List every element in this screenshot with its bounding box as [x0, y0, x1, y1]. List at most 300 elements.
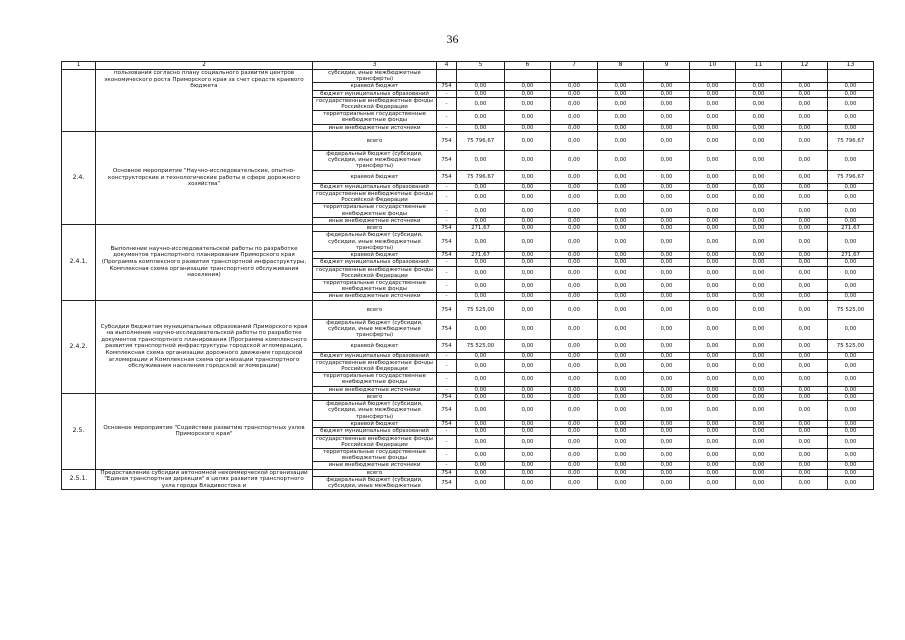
amount-cell: 0,00 [551, 386, 598, 393]
amount-cell: 0,00 [736, 90, 782, 97]
amount-cell: 0,00 [690, 469, 736, 476]
page-number: 36 [446, 32, 459, 46]
amount-cell: 0,00 [736, 359, 782, 372]
amount-cell: 0,00 [505, 131, 551, 150]
amount-cell: 271,67 [457, 225, 505, 232]
amount-cell: 0,00 [457, 83, 505, 90]
funding-source: краевой бюджет [313, 339, 437, 352]
amount-cell: 0,00 [505, 476, 551, 490]
amount-cell: 0,00 [551, 259, 598, 266]
amount-cell: 0,00 [644, 393, 690, 400]
amount-cell: 0,00 [828, 266, 874, 279]
amount-cell: 0,00 [690, 150, 736, 170]
amount-cell: 0,00 [457, 280, 505, 293]
amount-cell: 0,00 [736, 266, 782, 279]
grbs-code: - [437, 217, 457, 224]
amount-cell: 0,00 [457, 259, 505, 266]
amount-cell: 0,00 [644, 131, 690, 150]
amount-cell: 0,00 [690, 280, 736, 293]
amount-cell: 0,00 [782, 232, 828, 252]
amount-cell: 0,00 [782, 111, 828, 124]
amount-cell: 0,00 [828, 150, 874, 170]
funding-source: бюджет муниципальных образований [313, 352, 437, 359]
amount-cell: 0,00 [598, 386, 644, 393]
amount-cell: 0,00 [644, 183, 690, 190]
funding-source: иные внебюджетные источники [313, 217, 437, 224]
amount-cell: 0,00 [457, 428, 505, 435]
funding-source: субсидии, иные межбюджетные трансферты) [313, 70, 437, 83]
amount-cell: 0,00 [828, 469, 874, 476]
amount-cell: 0,00 [644, 191, 690, 204]
amount-cell: 0,00 [457, 421, 505, 428]
table-row [62, 393, 874, 400]
amount-cell: 0,00 [598, 359, 644, 372]
amount-cell: 0,00 [505, 339, 551, 352]
amount-cell: 0,00 [690, 183, 736, 190]
amount-cell: 0,00 [690, 266, 736, 279]
amount-cell: 0,00 [598, 339, 644, 352]
amount-cell: 0,00 [828, 352, 874, 359]
amount-cell: 0,00 [736, 476, 782, 490]
header-row [62, 62, 874, 70]
funding-source: государственные внебюджетные фонды Российской Федерации [313, 266, 437, 279]
amount-cell: 0,00 [690, 124, 736, 131]
funding-source: иные внебюджетные источники [313, 386, 437, 393]
amount-cell: 0,00 [551, 476, 598, 490]
amount-cell: 0,00 [736, 352, 782, 359]
table-row [62, 225, 874, 232]
item-number: 2.4.1. [62, 225, 96, 301]
amount-cell: 0,00 [690, 421, 736, 428]
amount-cell: 0,00 [782, 124, 828, 131]
header-cell: 1 [62, 62, 96, 70]
amount-cell: 0,00 [551, 319, 598, 339]
amount-cell: 0,00 [736, 252, 782, 259]
amount-cell: 0,00 [782, 90, 828, 97]
amount-cell: 0,00 [782, 421, 828, 428]
funding-source: бюджет муниципальных образований [313, 259, 437, 266]
amount-cell: 0,00 [551, 183, 598, 190]
amount-cell: 0,00 [782, 448, 828, 461]
amount-cell: 0,00 [782, 150, 828, 170]
amount-cell: 0,00 [736, 183, 782, 190]
grbs-code: - [437, 97, 457, 110]
amount-cell: 0,00 [457, 183, 505, 190]
amount-cell [736, 70, 782, 83]
funding-source: федеральный бюджет (субсидии, субсидии, иные межбюджетные трансферты) [313, 401, 437, 421]
amount-cell: 0,00 [644, 293, 690, 300]
amount-cell: 0,00 [457, 111, 505, 124]
amount-cell: 0,00 [782, 352, 828, 359]
amount-cell: 0,00 [644, 225, 690, 232]
funding-source: всего [313, 300, 437, 319]
amount-cell: 0,00 [598, 476, 644, 490]
grbs-code [437, 70, 457, 83]
amount-cell: 0,00 [736, 131, 782, 150]
amount-cell: 0,00 [690, 131, 736, 150]
amount-cell: 0,00 [644, 204, 690, 217]
amount-cell: 0,00 [644, 469, 690, 476]
grbs-code: 754 [437, 401, 457, 421]
grbs-code: - [437, 280, 457, 293]
amount-cell: 0,00 [782, 300, 828, 319]
amount-cell: 0,00 [644, 259, 690, 266]
funding-source: территориальные государственные внебюджетные фонды [313, 373, 437, 386]
amount-cell: 0,00 [598, 373, 644, 386]
amount-cell: 0,00 [828, 124, 874, 131]
amount-cell: 0,00 [457, 97, 505, 110]
amount-cell: 0,00 [828, 435, 874, 448]
amount-cell: 0,00 [551, 191, 598, 204]
amount-cell: 0,00 [782, 386, 828, 393]
grbs-code: - [437, 359, 457, 372]
amount-cell: 0,00 [782, 97, 828, 110]
amount-cell: 0,00 [457, 386, 505, 393]
grbs-code: 754 [437, 83, 457, 90]
amount-cell: 0,00 [736, 191, 782, 204]
amount-cell: 0,00 [782, 83, 828, 90]
funding-source: всего [313, 131, 437, 150]
amount-cell: 271,67 [828, 252, 874, 259]
item-description: Основное мероприятие "Научно-исследовательские, опытно-конструкторские и технологические работы в сфере дорожного хозяйства" [96, 131, 313, 224]
amount-cell: 0,00 [644, 83, 690, 90]
funding-source: всего [313, 469, 437, 476]
item-description: Основное мероприятие "Содействие развитию транспортных узлов Приморского края" [96, 393, 313, 469]
amount-cell: 0,00 [782, 393, 828, 400]
header-cell: 10 [690, 62, 736, 70]
amount-cell: 0,00 [828, 476, 874, 490]
grbs-code: 754 [437, 393, 457, 400]
amount-cell: 0,00 [598, 435, 644, 448]
amount-cell: 0,00 [828, 83, 874, 90]
amount-cell: 0,00 [690, 339, 736, 352]
amount-cell: 0,00 [736, 204, 782, 217]
amount-cell: 0,00 [505, 359, 551, 372]
funding-source: всего [313, 225, 437, 232]
item-number [62, 70, 96, 132]
amount-cell: 0,00 [828, 421, 874, 428]
amount-cell: 0,00 [598, 300, 644, 319]
item-number: 2.5. [62, 393, 96, 469]
funding-source: бюджет муниципальных образований [313, 428, 437, 435]
amount-cell: 0,00 [828, 259, 874, 266]
header-cell: 9 [644, 62, 690, 70]
amount-cell: 0,00 [644, 352, 690, 359]
amount-cell: 0,00 [644, 401, 690, 421]
amount-cell: 0,00 [551, 462, 598, 469]
amount-cell: 0,00 [551, 359, 598, 372]
amount-cell: 0,00 [828, 183, 874, 190]
amount-cell: 75 525,00 [828, 300, 874, 319]
item-number: 2.4. [62, 131, 96, 224]
amount-cell: 0,00 [505, 124, 551, 131]
amount-cell: 0,00 [736, 293, 782, 300]
amount-cell: 0,00 [782, 435, 828, 448]
funding-source: территориальные государственные внебюджетные фонды [313, 448, 437, 461]
funding-source: федеральный бюджет (субсидии, субсидии, иные межбюджетные трансферты) [313, 232, 437, 252]
amount-cell: 0,00 [505, 462, 551, 469]
item-description: пользования согласно плану социального развития центров экономического роста Приморского края за счет средств краевого бюджета [96, 70, 313, 132]
amount-cell: 0,00 [782, 469, 828, 476]
amount-cell: 271,67 [457, 252, 505, 259]
amount-cell: 0,00 [782, 204, 828, 217]
grbs-code: 754 [437, 319, 457, 339]
amount-cell: 0,00 [505, 319, 551, 339]
amount-cell: 0,00 [828, 393, 874, 400]
amount-cell: 0,00 [505, 393, 551, 400]
amount-cell: 0,00 [598, 225, 644, 232]
amount-cell: 0,00 [598, 170, 644, 183]
amount-cell: 0,00 [598, 191, 644, 204]
amount-cell: 0,00 [644, 476, 690, 490]
amount-cell [598, 70, 644, 83]
grbs-code: 754 [437, 300, 457, 319]
amount-cell: 0,00 [457, 448, 505, 461]
table-row [62, 300, 874, 319]
grbs-code: - [437, 448, 457, 461]
amount-cell: 0,00 [457, 352, 505, 359]
grbs-code: 754 [437, 339, 457, 352]
funding-source: государственные внебюджетные фонды Российской Федерации [313, 97, 437, 110]
amount-cell: 0,00 [736, 170, 782, 183]
amount-cell: 0,00 [644, 386, 690, 393]
amount-cell [782, 70, 828, 83]
amount-cell: 0,00 [505, 300, 551, 319]
funding-source: краевой бюджет [313, 170, 437, 183]
amount-cell: 0,00 [690, 225, 736, 232]
amount-cell: 0,00 [736, 462, 782, 469]
amount-cell: 0,00 [690, 204, 736, 217]
amount-cell: 0,00 [598, 90, 644, 97]
amount-cell: 0,00 [690, 300, 736, 319]
grbs-code: 754 [437, 131, 457, 150]
amount-cell: 0,00 [644, 232, 690, 252]
amount-cell: 0,00 [551, 373, 598, 386]
amount-cell: 0,00 [690, 401, 736, 421]
grbs-code: - [437, 352, 457, 359]
amount-cell: 0,00 [736, 386, 782, 393]
amount-cell: 0,00 [736, 97, 782, 110]
amount-cell: 0,00 [828, 428, 874, 435]
amount-cell: 0,00 [457, 462, 505, 469]
budget-table [61, 61, 874, 490]
amount-cell: 0,00 [828, 386, 874, 393]
amount-cell: 0,00 [690, 232, 736, 252]
grbs-code: - [437, 124, 457, 131]
amount-cell: 0,00 [736, 225, 782, 232]
amount-cell: 0,00 [505, 183, 551, 190]
grbs-code: - [437, 90, 457, 97]
amount-cell: 0,00 [505, 428, 551, 435]
amount-cell: 0,00 [736, 300, 782, 319]
amount-cell: 75 796,67 [828, 131, 874, 150]
funding-source: иные внебюджетные источники [313, 293, 437, 300]
funding-source: федеральный бюджет (субсидии, субсидии, иные межбюджетные трансферты) [313, 150, 437, 170]
amount-cell: 0,00 [690, 386, 736, 393]
amount-cell: 0,00 [644, 217, 690, 224]
amount-cell: 0,00 [505, 280, 551, 293]
amount-cell: 0,00 [457, 266, 505, 279]
amount-cell: 0,00 [457, 124, 505, 131]
header-cell: 11 [736, 62, 782, 70]
amount-cell: 0,00 [736, 150, 782, 170]
amount-cell: 0,00 [736, 339, 782, 352]
funding-source: бюджет муниципальных образований [313, 183, 437, 190]
header-cell: 3 [313, 62, 437, 70]
amount-cell: 0,00 [736, 280, 782, 293]
amount-cell: 0,00 [598, 469, 644, 476]
grbs-code: 754 [437, 476, 457, 490]
grbs-code: 754 [437, 225, 457, 232]
grbs-code: - [437, 293, 457, 300]
amount-cell: 0,00 [551, 252, 598, 259]
amount-cell: 0,00 [551, 111, 598, 124]
amount-cell: 0,00 [598, 280, 644, 293]
funding-source: федеральный бюджет (субсидии, субсидии, иные межбюджетные трансферты) [313, 319, 437, 339]
amount-cell: 0,00 [690, 293, 736, 300]
amount-cell: 0,00 [736, 401, 782, 421]
amount-cell: 0,00 [828, 90, 874, 97]
amount-cell: 0,00 [598, 448, 644, 461]
amount-cell: 0,00 [736, 448, 782, 461]
amount-cell: 0,00 [644, 428, 690, 435]
amount-cell: 0,00 [644, 111, 690, 124]
amount-cell: 0,00 [782, 217, 828, 224]
grbs-code: 754 [437, 170, 457, 183]
amount-cell: 0,00 [828, 401, 874, 421]
amount-cell: 0,00 [690, 90, 736, 97]
header-cell: 6 [505, 62, 551, 70]
amount-cell: 0,00 [782, 131, 828, 150]
amount-cell: 0,00 [690, 359, 736, 372]
amount-cell: 0,00 [644, 97, 690, 110]
amount-cell: 0,00 [598, 111, 644, 124]
amount-cell: 0,00 [598, 204, 644, 217]
amount-cell: 0,00 [505, 252, 551, 259]
amount-cell: 0,00 [690, 476, 736, 490]
amount-cell: 0,00 [598, 97, 644, 110]
funding-source: территориальные государственные внебюджетные фонды [313, 204, 437, 217]
amount-cell: 0,00 [598, 421, 644, 428]
amount-cell: 0,00 [505, 232, 551, 252]
amount-cell: 0,00 [505, 293, 551, 300]
header-cell: 4 [437, 62, 457, 70]
amount-cell: 0,00 [598, 259, 644, 266]
amount-cell: 0,00 [644, 339, 690, 352]
amount-cell: 0,00 [690, 435, 736, 448]
amount-cell: 0,00 [828, 111, 874, 124]
amount-cell: 0,00 [828, 280, 874, 293]
amount-cell: 0,00 [598, 252, 644, 259]
amount-cell [551, 70, 598, 83]
header-cell: 2 [96, 62, 313, 70]
funding-source: государственные внебюджетные фонды Российской Федерации [313, 191, 437, 204]
amount-cell: 0,00 [551, 293, 598, 300]
grbs-code: 754 [437, 232, 457, 252]
funding-source: иные внебюджетные источники [313, 124, 437, 131]
amount-cell: 0,00 [690, 352, 736, 359]
amount-cell: 0,00 [598, 232, 644, 252]
header-cell: 13 [828, 62, 874, 70]
grbs-code: - [437, 435, 457, 448]
amount-cell: 0,00 [690, 252, 736, 259]
grbs-code: - [437, 111, 457, 124]
amount-cell: 0,00 [551, 469, 598, 476]
amount-cell: 75 796,67 [457, 170, 505, 183]
amount-cell: 0,00 [551, 393, 598, 400]
amount-cell: 0,00 [551, 401, 598, 421]
amount-cell: 0,00 [736, 259, 782, 266]
amount-cell: 0,00 [457, 393, 505, 400]
amount-cell: 0,00 [644, 266, 690, 279]
amount-cell: 0,00 [828, 462, 874, 469]
amount-cell: 0,00 [828, 217, 874, 224]
amount-cell: 75 525,00 [457, 300, 505, 319]
header-cell: 8 [598, 62, 644, 70]
amount-cell: 0,00 [736, 428, 782, 435]
amount-cell: 0,00 [457, 217, 505, 224]
amount-cell: 0,00 [782, 373, 828, 386]
grbs-code: - [437, 183, 457, 190]
amount-cell: 0,00 [551, 280, 598, 293]
amount-cell: 75 796,67 [457, 131, 505, 150]
amount-cell: 0,00 [598, 183, 644, 190]
header-cell: 5 [457, 62, 505, 70]
amount-cell: 0,00 [505, 170, 551, 183]
amount-cell: 0,00 [505, 401, 551, 421]
amount-cell: 0,00 [690, 259, 736, 266]
amount-cell: 0,00 [690, 428, 736, 435]
amount-cell: 0,00 [551, 83, 598, 90]
amount-cell: 0,00 [457, 90, 505, 97]
header-cell: 7 [551, 62, 598, 70]
amount-cell: 0,00 [551, 90, 598, 97]
amount-cell: 0,00 [782, 428, 828, 435]
amount-cell: 0,00 [644, 90, 690, 97]
amount-cell: 0,00 [828, 359, 874, 372]
amount-cell: 0,00 [457, 150, 505, 170]
amount-cell: 0,00 [690, 462, 736, 469]
amount-cell: 0,00 [736, 393, 782, 400]
amount-cell: 0,00 [736, 83, 782, 90]
grbs-code: - [437, 191, 457, 204]
amount-cell: 0,00 [598, 293, 644, 300]
amount-cell: 0,00 [828, 293, 874, 300]
funding-source: бюджет муниципальных образований [313, 90, 437, 97]
amount-cell: 0,00 [782, 401, 828, 421]
amount-cell: 0,00 [782, 252, 828, 259]
amount-cell: 0,00 [782, 259, 828, 266]
amount-cell [828, 70, 874, 83]
amount-cell: 0,00 [457, 476, 505, 490]
grbs-code: - [437, 373, 457, 386]
amount-cell [644, 70, 690, 83]
amount-cell: 0,00 [457, 232, 505, 252]
amount-cell: 0,00 [782, 183, 828, 190]
amount-cell: 0,00 [505, 259, 551, 266]
amount-cell: 0,00 [644, 150, 690, 170]
amount-cell: 0,00 [551, 150, 598, 170]
amount-cell: 0,00 [505, 435, 551, 448]
amount-cell: 75 796,67 [828, 170, 874, 183]
amount-cell: 0,00 [644, 462, 690, 469]
amount-cell: 0,00 [457, 293, 505, 300]
amount-cell: 0,00 [828, 319, 874, 339]
amount-cell: 0,00 [782, 293, 828, 300]
amount-cell: 0,00 [828, 97, 874, 110]
amount-cell: 0,00 [782, 476, 828, 490]
funding-source: краевой бюджет [313, 252, 437, 259]
